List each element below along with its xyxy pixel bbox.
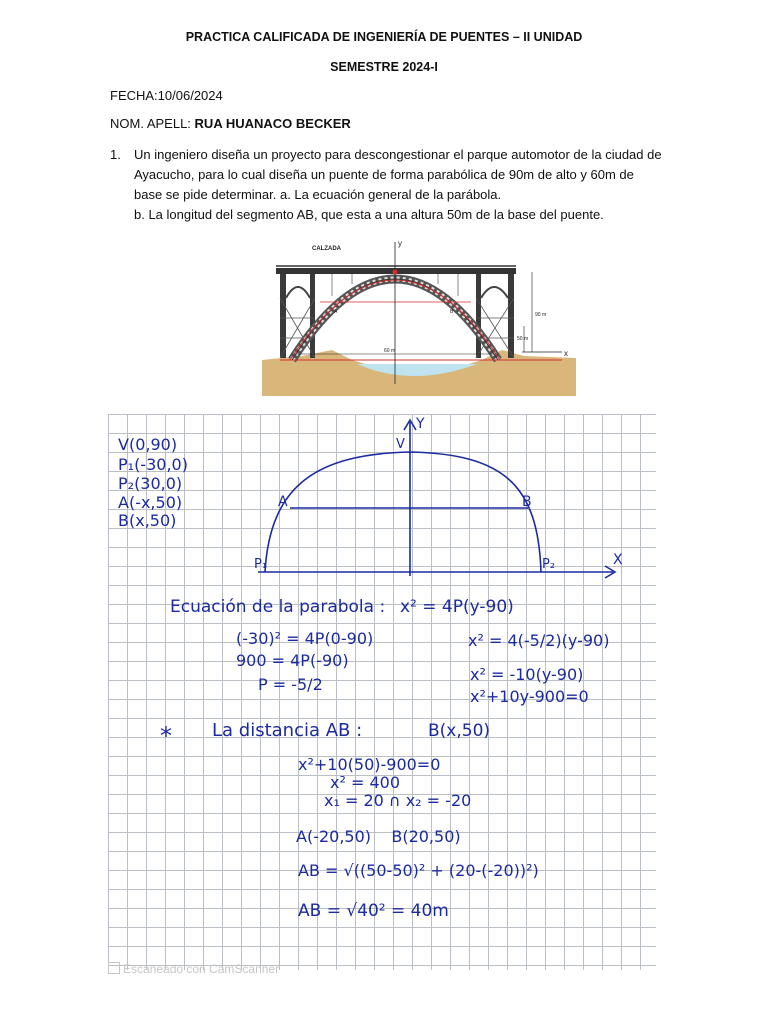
hw-point-a: A(-x,50)	[118, 493, 183, 512]
hw-left-step-3: P = -5/2	[258, 675, 323, 694]
hw-point-b: B(x,50)	[118, 511, 177, 530]
figure-x-axis: x	[564, 349, 568, 358]
hw-ab-step-2: x² = 400	[330, 773, 400, 792]
figure-y-axis: y	[398, 239, 402, 248]
hw-right-step-3: x²+10y-900=0	[470, 687, 589, 706]
hw-graph-a: A	[278, 494, 288, 510]
hw-graph-y: Y	[416, 416, 425, 432]
camscanner-watermark	[108, 962, 279, 976]
hw-ab-step-3: x₁ = 20 ∩ x₂ = -20	[324, 791, 472, 810]
question-number: 1.	[110, 147, 121, 162]
hw-graph-p2: P₂	[542, 557, 556, 572]
figure-height-90: 90 m	[535, 312, 547, 318]
date-label: FECHA:	[110, 88, 158, 103]
handwritten-sheet	[108, 414, 656, 970]
hw-ab-points: A(-20,50) B(20,50)	[296, 827, 461, 846]
hw-star-mark: *	[160, 722, 172, 750]
hw-ab-distance: AB = √((50-50)² + (20-(-20))²)	[298, 861, 539, 880]
hw-graph-b: B	[522, 494, 532, 510]
figure-height-50: 50 m	[517, 336, 529, 342]
hw-right-step-1: x² = 4(-5/2)(y-90)	[468, 631, 610, 650]
page-title: PRACTICA CALIFICADA DE INGENIERÍA DE PUENTES – II UNIDAD	[185, 30, 583, 44]
figure-base-60: 60 m	[384, 348, 396, 354]
hw-ab-title: La distancia AB :	[212, 720, 363, 741]
hw-right-step-2: x² = -10(y-90)	[470, 665, 584, 684]
hw-ab-step-1: x²+10(50)-900=0	[298, 755, 441, 774]
hw-graph-x: X	[613, 552, 623, 568]
hw-ab-result: AB = √40² = 40m	[298, 901, 449, 921]
watermark-text: Escaneado con CamScanner	[123, 962, 280, 976]
hw-eq-title: Ecuación de la parabola :	[170, 597, 386, 617]
question-text: Un ingeniero diseña un proyecto para descongestionar el parque automotor de la ciudad de Ayacucho, para lo cual diseña un puente de forma parabólica de 90m de alto y 60m de base se pide determinar. a. La ecuación general de la parábola.	[134, 147, 662, 202]
figure-point-b: B	[450, 309, 454, 315]
hw-eq-main: x² = 4P(y-90)	[400, 597, 514, 617]
hw-graph	[258, 420, 615, 578]
question-text-b: b. La longitud del segmento AB, que esta a una altura 50m de la base del puente.	[134, 207, 604, 222]
question-1	[110, 145, 665, 225]
name-label: NOM. APELL:	[110, 116, 191, 131]
hw-point-v: V(0,90)	[118, 435, 178, 454]
hw-ab-point: B(x,50)	[428, 721, 491, 741]
camscanner-icon	[108, 962, 120, 974]
name-field	[110, 116, 351, 131]
hw-point-p2: P₂(30,0)	[118, 474, 183, 493]
date-value: 10/06/2024	[157, 88, 223, 103]
figure-point-a: A	[334, 309, 338, 315]
hw-graph-p1: P₁	[254, 557, 268, 572]
hw-point-p1: P₁(-30,0)	[118, 455, 188, 474]
hw-left-step-2: 900 = 4P(-90)	[236, 651, 349, 670]
semester-title: SEMESTRE 2024-I	[330, 60, 438, 74]
hw-graph-v: V	[396, 437, 405, 452]
figure-calzada-label: CALZADA	[312, 246, 341, 252]
name-value: RUA HUANACO BECKER	[194, 116, 351, 131]
date-field	[110, 88, 223, 103]
bridge-figure	[262, 238, 576, 396]
hw-left-step-1: (-30)² = 4P(0-90)	[236, 629, 374, 648]
